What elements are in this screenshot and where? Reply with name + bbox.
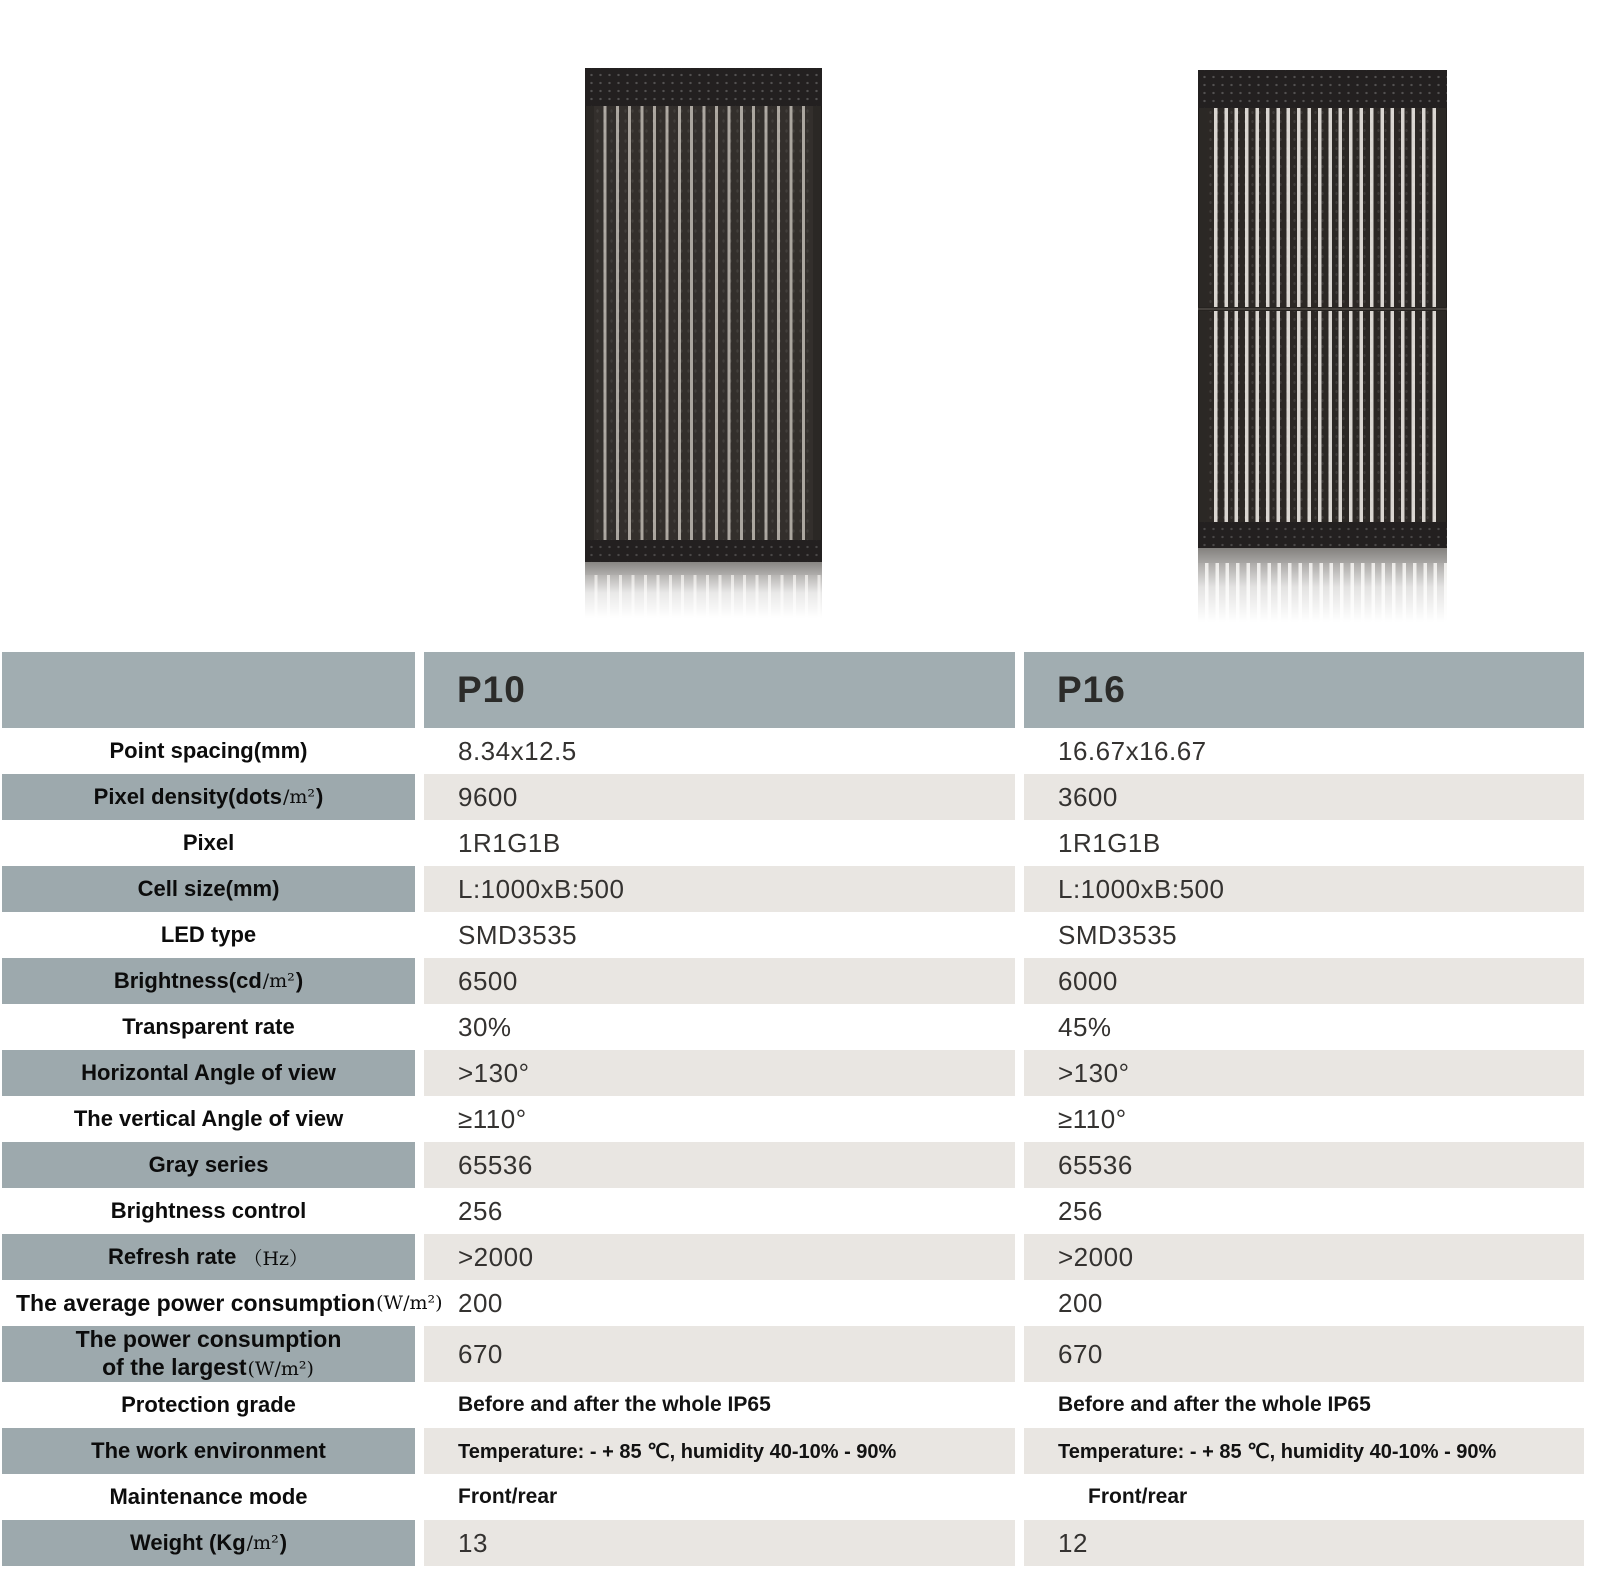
p16-value: Temperature: - + 85 ℃, humidity 40-10% - 90% [1024,1428,1584,1474]
p16-value: 12 [1024,1520,1584,1566]
p16-value: Front/rear [1088,1485,1188,1508]
p10-value: >130° [424,1050,1015,1096]
p10-value: Before and after the whole IP65 [458,1393,771,1416]
p10-value: 13 [424,1520,1015,1566]
label-horizontal-angle: Horizontal Angle of view [2,1050,415,1096]
spec-table [2,652,1585,1566]
label-weight: Weight (Kg /m² ) [2,1520,415,1566]
label-average-power: The average power consumption (W/m²) [16,1289,443,1316]
label-maintenance-mode: Maintenance mode [109,1484,308,1509]
p10-value: SMD3535 [458,919,578,950]
p10-value: >2000 [424,1234,1015,1280]
p10-value: 65536 [424,1142,1015,1188]
label-cell-size: Cell size(mm) [2,866,415,912]
panel-middle-seam [1198,307,1447,311]
p10-value: 6500 [424,958,1015,1004]
p10-value: 1R1G1B [458,827,561,858]
p16-value: Before and after the whole IP65 [1058,1393,1371,1416]
p16-value: 6000 [1024,958,1584,1004]
p10-value: 8.34x12.5 [458,735,577,766]
column-header-p16: P16 [1024,652,1584,728]
led-panel-image-p16 [1198,70,1447,548]
p10-value: ≥110° [458,1103,527,1134]
p16-value: 200 [1058,1287,1103,1318]
label-max-power: The power consumption of the largest(W/m²) [2,1326,415,1382]
p10-value: 200 [458,1287,503,1318]
p16-value: 16.67x16.67 [1058,735,1207,766]
led-panel-image-p10 [585,68,822,562]
p16-value: 670 [1024,1326,1584,1382]
panel-reflection-p10 [585,562,822,618]
p10-value: 256 [458,1195,503,1226]
label-led-type: LED type [160,922,257,947]
panel-reflection-p16 [1198,548,1447,626]
led-strips [594,106,813,540]
p16-value: 256 [1058,1195,1103,1226]
p16-value: 3600 [1024,774,1584,820]
label-pixel-density: Pixel density(dots /m² ) [2,774,415,820]
p10-value: 30% [458,1011,512,1042]
p16-value: 1R1G1B [1058,827,1161,858]
panel-top-frame [1198,70,1447,108]
label-vertical-angle: The vertical Angle of view [73,1106,344,1131]
p16-value: >2000 [1024,1234,1584,1280]
label-transparent-rate: Transparent rate [122,1014,295,1039]
spec-header-empty [2,652,415,728]
label-brightness-control: Brightness control [110,1198,307,1223]
p16-value: >130° [1024,1050,1584,1096]
label-brightness: Brightness(cd /m² ) [2,958,415,1004]
led-strips [1207,108,1438,522]
label-gray-series: Gray series [2,1142,415,1188]
p10-value: L:1000xB:500 [424,866,1015,912]
panel-top-frame [585,68,822,106]
p16-value: 45% [1058,1011,1112,1042]
panel-bottom-frame [585,540,822,562]
p16-value: SMD3535 [1058,919,1178,950]
p16-value: ≥110° [1058,1103,1127,1134]
panel-bottom-frame [1198,522,1447,548]
label-work-environment: The work environment [2,1428,415,1474]
p10-value: Front/rear [458,1485,558,1508]
label-refresh-rate: Refresh rate （Hz） [2,1234,415,1280]
p16-value: L:1000xB:500 [1024,866,1584,912]
label-pixel: Pixel [182,830,235,855]
p10-value: 9600 [424,774,1015,820]
label-protection-grade: Protection grade [121,1392,296,1417]
p10-value: 670 [424,1326,1015,1382]
column-header-p10: P10 [424,652,1015,728]
label-point-spacing: Point spacing(mm) [109,738,308,763]
p16-value: 65536 [1024,1142,1584,1188]
p10-value: Temperature: - + 85 ℃, humidity 40-10% - 90% [424,1428,1015,1474]
